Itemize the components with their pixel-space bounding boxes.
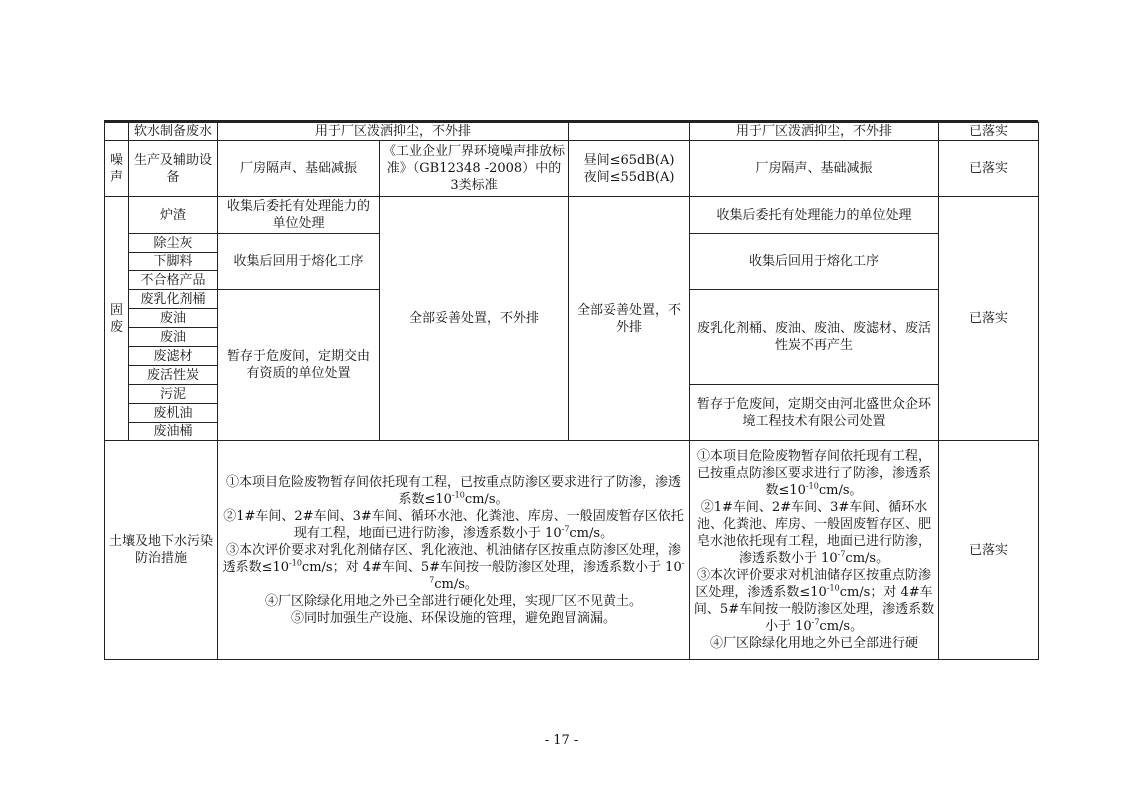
item-cell: 软水制备废水 (129, 123, 218, 141)
actual-line: ②1#车间、2#车间、3#车间、循环水池、化粪池、库房、一般固废暂存区、肥皂水池依托现有工程，地面已进行防渗，渗透系数小于 $10^{-7}cm/s$。 (697, 500, 932, 566)
limit-cell (569, 141, 690, 197)
measure-cell: 收集后委托有处理能力的单位处理 (218, 197, 380, 234)
limit-cell (569, 123, 690, 141)
table-row (105, 123, 1039, 141)
waste-item: 下脚料 (129, 253, 218, 271)
actual-line: ③本次评价要求对机油储存区按重点防渗区处理，渗透系数$\le 10^{-10}cm/s$；对 4#车间、5#车间按一般防渗区处理，渗透系数小于 $10^{-7}cm/s$。 (693, 568, 935, 634)
actual-cell: 厂房隔声、基础减振 (690, 141, 939, 197)
actual-cell (690, 441, 939, 660)
actual-cell: 用于厂区泼洒抑尘，不外排 (690, 123, 939, 141)
limit-night: 夜间≤55dB(A) (583, 169, 675, 185)
status-cell: 已落实 (939, 123, 1039, 141)
item-cell: 生产及辅助设备 (129, 141, 218, 197)
table-row (105, 441, 1039, 660)
standard-cell: 《工业企业厂界环境噪声排放标准》（GB12348 -2008）中的3类标准 (380, 141, 569, 197)
category-cell: 固废 (105, 197, 129, 441)
status-cell: 已落实 (939, 197, 1039, 441)
actual-line: ①本项目危险废物暂存间依托现有工程，已按重点防渗区要求进行了防渗，渗透系数$\le 10^{-10}cm/s$。 (697, 449, 932, 498)
actual-cell: 废乳化剂桶、废油、废油、废滤材、废活性炭不再产生 (690, 290, 939, 385)
waste-item: 废油 (129, 328, 218, 347)
limit-cell: 全部妥善处置，不外排 (569, 197, 690, 441)
measure-cell: 收集后回用于熔化工序 (218, 234, 380, 290)
category-cell: 噪声 (105, 141, 129, 197)
measure-line: ②1#车间、2#车间、3#车间、循环水池、化粪池、库房、一般固废暂存区依托现有工程，地面已进行防渗，渗透系数小于 $10^{-7}cm/s$。 (223, 508, 684, 541)
measure-cell: 暂存于危废间，定期交由有资质的单位处置 (218, 290, 380, 441)
measure-line: ①本项目危险废物暂存间依托现有工程，已按重点防渗区要求进行了防渗，渗透系数$\le 10^{-10}cm/s$。 (226, 474, 682, 507)
waste-item: 不合格产品 (129, 271, 218, 290)
actual-line: ④厂区除绿化用地之外已全部进行硬 (710, 636, 919, 651)
waste-item: 污泥 (129, 385, 218, 404)
waste-item: 废乳化剂桶 (129, 290, 218, 309)
actual-cell: 收集后回用于熔化工序 (690, 234, 939, 290)
waste-item: 炉渣 (129, 197, 218, 234)
waste-item: 废滤材 (129, 347, 218, 366)
waste-item: 除尘灰 (129, 234, 218, 253)
waste-item: 废活性炭 (129, 366, 218, 385)
standard-cell: 全部妥善处置，不外排 (380, 197, 569, 441)
limit-day: 昼间≤65dB(A) (583, 152, 675, 168)
table-row (105, 141, 1039, 197)
category-cell (105, 123, 129, 141)
actual-cell: 收集后委托有处理能力的单位处理 (690, 197, 939, 234)
actual-cell: 暂存于危废间，定期交由河北盛世众企环境工程技术有限公司处置 (690, 385, 939, 441)
measure-line: ③本次评价要求对乳化剂储存区、乳化液池、机油储存区按重点防渗区处理，渗透系数$\le 10^{-10}cm/s$；对 4#车间、5#车间按一般防渗区处理，渗透系数小于 $10^{-7}cm/s$。 (222, 542, 685, 592)
status-cell: 已落实 (939, 141, 1039, 197)
environmental-measures-table (104, 122, 1039, 660)
status-cell: 已落实 (939, 441, 1039, 660)
table-row (105, 197, 1039, 234)
measure-line: ④厂区除绿化用地之外已全部进行硬化处理，实现厂区不见黄土。 (265, 593, 643, 609)
page-number: - 17 - (544, 733, 579, 748)
item-cell: 土壤及地下水污染防治措施 (105, 441, 218, 660)
waste-item: 废油桶 (129, 423, 218, 441)
waste-item: 废机油 (129, 404, 218, 423)
measure-line: ⑤同时加强生产设施、环保设施的管理，避免跑冒滴漏。 (291, 610, 617, 626)
measure-cell: 用于厂区泼洒抑尘，不外排 (218, 123, 569, 141)
measure-cell (218, 441, 690, 660)
measure-cell: 厂房隔声、基础减振 (218, 141, 380, 197)
waste-item: 废油 (129, 309, 218, 328)
